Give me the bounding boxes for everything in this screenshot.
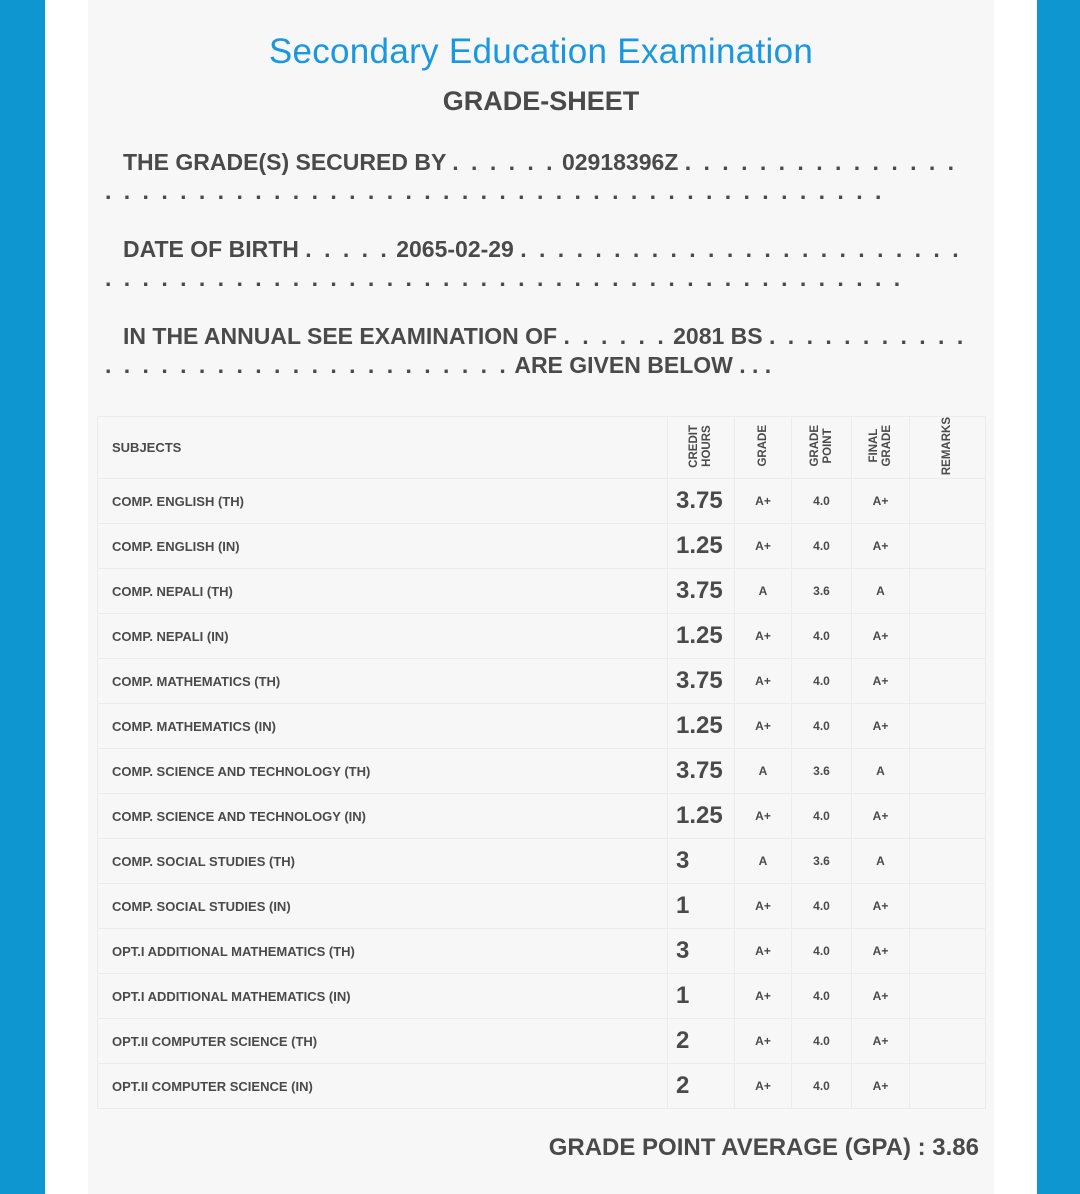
table-row — [98, 839, 986, 884]
dots: . . . . . . . . . . . . . . . . . . . . . . . . . . . . . . . . . . . . . . . . . . . . . . . . . . . . . . . . . — [105, 149, 958, 204]
grade-point-cell: 4.0 — [792, 929, 852, 974]
grade-cell: A+ — [735, 1064, 792, 1109]
final-grade-cell: A+ — [852, 659, 910, 704]
subject-cell: COMP. ENGLISH (TH) — [98, 479, 668, 524]
subject-cell: COMP. SOCIAL STUDIES (IN) — [98, 884, 668, 929]
remarks-cell — [910, 884, 986, 929]
dots: . . . . . . — [563, 323, 667, 349]
grade-point-cell: 4.0 — [792, 794, 852, 839]
grade-cell: A — [735, 839, 792, 884]
grade-point-cell: 4.0 — [792, 524, 852, 569]
remarks-cell — [910, 1019, 986, 1064]
table-header-row — [98, 417, 986, 479]
gpa-line — [549, 1134, 979, 1162]
table-row — [98, 884, 986, 929]
subject-cell: COMP. SCIENCE AND TECHNOLOGY (IN) — [98, 794, 668, 839]
credit-hours-cell: 3.75 — [668, 569, 735, 614]
grade-cell: A — [735, 569, 792, 614]
final-grade-header: FINAL GRADE — [852, 417, 910, 479]
secured-by-label: THE GRADE(S) SECURED BY — [123, 149, 446, 175]
remarks-cell — [910, 1064, 986, 1109]
credit-hours-cell: 3.75 — [668, 479, 735, 524]
table-row — [98, 1019, 986, 1064]
remarks-cell — [910, 479, 986, 524]
credit-hours-cell: 1 — [668, 974, 735, 1019]
exam-line — [105, 322, 975, 382]
symbol-number: 02918396Z — [561, 149, 679, 175]
final-grade-cell: A+ — [852, 794, 910, 839]
grade-point-cell: 4.0 — [792, 479, 852, 524]
credit-hours-cell: 2 — [668, 1064, 735, 1109]
subject-cell: COMP. MATHEMATICS (IN) — [98, 704, 668, 749]
subject-cell: COMP. ENGLISH (IN) — [98, 524, 668, 569]
credit-hours-cell: 1.25 — [668, 704, 735, 749]
exam-tail: ARE GIVEN BELOW . . . — [514, 352, 772, 378]
table-row — [98, 749, 986, 794]
credit-hours-cell: 3 — [668, 929, 735, 974]
final-grade-cell: A — [852, 749, 910, 794]
grade-point-cell: 4.0 — [792, 884, 852, 929]
credit-hours-cell: 1.25 — [668, 614, 735, 659]
table-row — [98, 524, 986, 569]
grade-point-cell: 4.0 — [792, 1019, 852, 1064]
credit-hours-cell: 3.75 — [668, 749, 735, 794]
final-grade-cell: A+ — [852, 884, 910, 929]
dob-label: DATE OF BIRTH — [123, 236, 299, 262]
grade-point-cell: 3.6 — [792, 839, 852, 884]
exam-label: IN THE ANNUAL SEE EXAMINATION OF — [123, 323, 558, 349]
dots: . . . . . . . . . . . . . . . . . . . . . . . . . . . . . . . . . — [105, 323, 967, 378]
table-row — [98, 479, 986, 524]
grade-point-header: GRADE POINT — [792, 417, 852, 479]
remarks-cell — [910, 614, 986, 659]
dots: . . . . . . — [452, 149, 556, 175]
table-row — [98, 614, 986, 659]
final-grade-cell: A — [852, 839, 910, 884]
grade-cell: A+ — [735, 614, 792, 659]
remarks-cell — [910, 704, 986, 749]
final-grade-cell: A+ — [852, 704, 910, 749]
grade-cell: A+ — [735, 929, 792, 974]
final-grade-cell: A+ — [852, 524, 910, 569]
final-grade-cell: A+ — [852, 929, 910, 974]
subject-cell: COMP. MATHEMATICS (TH) — [98, 659, 668, 704]
grade-cell: A — [735, 749, 792, 794]
credit-hours-cell: 1.25 — [668, 794, 735, 839]
page-title: Secondary Education Examination — [268, 32, 814, 71]
grade-cell: A+ — [735, 884, 792, 929]
table-row — [98, 929, 986, 974]
exam-year: 2081 BS — [673, 323, 763, 349]
final-grade-cell: A — [852, 569, 910, 614]
grade-cell: A+ — [735, 1019, 792, 1064]
remarks-cell — [910, 749, 986, 794]
table-row — [98, 1064, 986, 1109]
sheet-subtitle: GRADE-SHEET — [442, 86, 640, 116]
credit-hours-cell: 3.75 — [668, 659, 735, 704]
table-row — [98, 659, 986, 704]
grade-point-cell: 4.0 — [792, 1064, 852, 1109]
credit-hours-cell: 3 — [668, 839, 735, 884]
grade-point-cell: 3.6 — [792, 569, 852, 614]
grade-point-cell: 4.0 — [792, 614, 852, 659]
grades-table — [97, 416, 986, 1109]
final-grade-cell: A+ — [852, 1019, 910, 1064]
grades-table-body — [98, 479, 986, 1109]
credit-hours-cell: 1 — [668, 884, 735, 929]
grade-point-cell: 4.0 — [792, 704, 852, 749]
table-row — [98, 704, 986, 749]
dots: . . . . . — [305, 236, 390, 262]
grade-point-cell: 4.0 — [792, 659, 852, 704]
remarks-cell — [910, 569, 986, 614]
remarks-cell — [910, 974, 986, 1019]
grade-point-cell: 3.6 — [792, 749, 852, 794]
grade-cell: A+ — [735, 704, 792, 749]
subject-cell: COMP. NEPALI (IN) — [98, 614, 668, 659]
remarks-cell — [910, 524, 986, 569]
remarks-cell — [910, 929, 986, 974]
subject-cell: OPT.I ADDITIONAL MATHEMATICS (TH) — [98, 929, 668, 974]
grade-cell: A+ — [735, 524, 792, 569]
grade-point-cell: 4.0 — [792, 974, 852, 1019]
remarks-cell — [910, 839, 986, 884]
grade-header: GRADE — [735, 417, 792, 479]
remarks-cell — [910, 794, 986, 839]
subject-cell: OPT.II COMPUTER SCIENCE (TH) — [98, 1019, 668, 1064]
final-grade-cell: A+ — [852, 1064, 910, 1109]
secured-by-line — [105, 148, 975, 208]
subject-cell: COMP. SOCIAL STUDIES (TH) — [98, 839, 668, 884]
subject-cell: COMP. NEPALI (TH) — [98, 569, 668, 614]
remarks-header: REMARKS — [910, 417, 986, 479]
subject-cell: OPT.II COMPUTER SCIENCE (IN) — [98, 1064, 668, 1109]
final-grade-cell: A+ — [852, 614, 910, 659]
table-row — [98, 974, 986, 1019]
dob-value: 2065-02-29 — [396, 236, 514, 262]
final-grade-cell: A+ — [852, 479, 910, 524]
table-row — [98, 569, 986, 614]
gpa-label: GRADE POINT AVERAGE (GPA) : — [548, 1134, 926, 1161]
remarks-cell — [910, 659, 986, 704]
grade-cell: A+ — [735, 974, 792, 1019]
dots: . . . . . . . . . . . . . . . . . . . . . . . . . . . . . . . . . . . . . . . . . . . . . . . . . . . . . . . . . . . . . . . . . . . — [105, 236, 962, 291]
credit-hours-cell: 2 — [668, 1019, 735, 1064]
grade-sheet — [88, 0, 994, 1194]
subject-cell: OPT.I ADDITIONAL MATHEMATICS (IN) — [98, 974, 668, 1019]
subject-cell: COMP. SCIENCE AND TECHNOLOGY (TH) — [98, 749, 668, 794]
grade-cell: A+ — [735, 794, 792, 839]
grade-cell: A+ — [735, 659, 792, 704]
gpa-value: 3.86 — [932, 1134, 979, 1161]
credit-hours-header: CREDIT HOURS — [668, 417, 735, 479]
subjects-header: SUBJECTS — [98, 417, 668, 479]
grade-cell: A+ — [735, 479, 792, 524]
credit-hours-cell: 1.25 — [668, 524, 735, 569]
table-row — [98, 794, 986, 839]
final-grade-cell: A+ — [852, 974, 910, 1019]
dob-line — [105, 235, 975, 295]
